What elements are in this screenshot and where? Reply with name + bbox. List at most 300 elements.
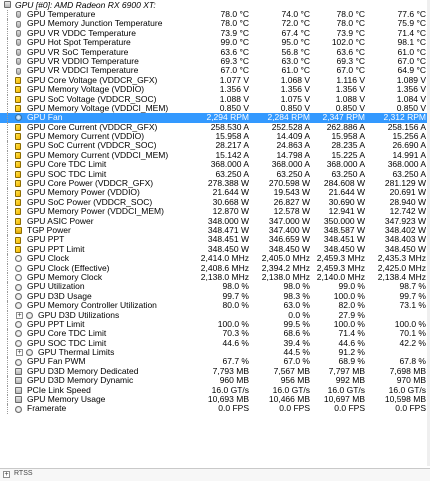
chip-icon — [15, 387, 22, 394]
chip-icon — [15, 377, 22, 384]
maximum-value: 73.9 °C — [336, 27, 365, 38]
current-value: 15.958 A — [215, 131, 249, 142]
maximum-value: 99.0 % — [338, 281, 365, 292]
clock-icon — [15, 265, 22, 272]
minimum-value: 2,138.0 MHz — [261, 271, 310, 282]
gauge-icon — [26, 312, 33, 319]
gauge-icon — [15, 284, 22, 291]
minimum-value: 26.827 W — [273, 196, 310, 207]
gpu-chip-icon — [4, 1, 11, 8]
current-value: 348.450 W — [207, 243, 249, 254]
maximum-value: 1.356 V — [335, 84, 365, 95]
maximum-value: 100.0 % — [333, 290, 365, 301]
tree-line — [3, 339, 12, 348]
sensor-label: GPU Memory Usage — [27, 394, 106, 405]
sensor-label: GPU Memory Current (VDDCI_MEM) — [27, 149, 169, 160]
minimum-value: 346.659 W — [268, 234, 310, 245]
maximum-value: 350.000 W — [323, 215, 365, 226]
tree-line — [3, 188, 12, 197]
average-value: 7,698 MB — [389, 365, 426, 376]
average-value: 61.0 °C — [397, 46, 426, 57]
minimum-value: 7,567 MB — [273, 365, 310, 376]
maximum-value: 68.9 % — [338, 356, 365, 367]
minimum-value: 24.863 A — [276, 140, 310, 151]
sensor-label: GPU Temperature — [27, 9, 96, 19]
current-value: 10,693 MB — [207, 394, 249, 405]
thermometer-icon — [16, 58, 21, 65]
thermometer-icon — [16, 30, 21, 37]
average-value: 42.2 % — [399, 337, 426, 348]
tree-line — [3, 113, 12, 122]
sensor-label: GPU Memory Current (VDDIO) — [27, 131, 145, 142]
minimum-value: 19.543 W — [273, 187, 310, 198]
maximum-value: 1.116 V — [336, 74, 365, 85]
current-value: 258.530 A — [210, 121, 249, 132]
minimum-value: 12.578 W — [273, 206, 310, 217]
minimum-value: 67.0 % — [283, 356, 310, 367]
lightning-bolt-icon — [15, 77, 21, 84]
sensor-label: GPU PPT — [27, 234, 65, 245]
maximum-value: 67.0 °C — [336, 65, 365, 76]
current-value: 368.000 A — [210, 159, 249, 170]
tree-line — [3, 19, 12, 28]
average-value: 348.402 W — [384, 224, 426, 235]
sensor-label: GPU D3D Usage — [27, 290, 92, 301]
gauge-icon — [15, 359, 22, 366]
sensor-label: GPU Memory Controller Utilization — [27, 300, 157, 311]
tree-line — [3, 301, 12, 310]
thermometer-icon — [16, 39, 21, 46]
average-value: 10,598 MB — [384, 394, 426, 405]
maximum-value: 2,459.3 MHz — [316, 262, 365, 273]
minimum-value: 61.0 °C — [281, 65, 310, 76]
current-value: 1.077 V — [219, 74, 249, 85]
average-value: 20.691 W — [389, 187, 426, 198]
tree-line — [3, 29, 12, 38]
tree-line — [3, 57, 12, 66]
lightning-bolt-icon — [15, 237, 21, 244]
lightning-bolt-icon — [15, 180, 21, 187]
maximum-value: 992 MB — [335, 375, 365, 386]
sensor-label: TGP Power — [27, 224, 71, 235]
sensor-label: GPU Clock — [27, 253, 70, 264]
lightning-bolt-icon — [15, 105, 21, 112]
minimum-value: 348.450 W — [268, 243, 310, 254]
minimum-value: 270.598 W — [268, 178, 310, 189]
tree-line — [3, 141, 12, 150]
current-value: 69.3 °C — [220, 55, 249, 66]
clock-icon — [15, 274, 22, 281]
sensor-label: GPU Core Current (VDDCR_GFX) — [27, 121, 158, 132]
current-value: 100.0 % — [217, 318, 249, 329]
tree-line — [3, 66, 12, 75]
maximum-value: 348.451 W — [323, 234, 365, 245]
minimum-value: 2,284 RPM — [267, 112, 310, 123]
sensor-label: GPU SoC Power (VDDCR_SOC) — [27, 196, 153, 207]
minimum-value: 72.0 °C — [281, 18, 310, 29]
lightning-bolt-icon — [15, 133, 21, 140]
tree-line — [3, 292, 12, 301]
current-value: 1.088 V — [219, 93, 249, 104]
next-group-label: RTSS — [14, 470, 33, 477]
current-value: 80.0 % — [222, 300, 249, 311]
sensor-label: GPU Core TDC Limit — [27, 159, 107, 170]
sensor-label: PCIe Link Speed — [27, 384, 91, 395]
average-value: 15.256 A — [392, 131, 426, 142]
current-value: 7,793 MB — [212, 365, 249, 376]
average-value: 70.1 % — [399, 328, 426, 339]
sensor-label: GPU Memory Power (VDDIO) — [27, 187, 140, 198]
sensor-label: GPU Fan — [27, 112, 63, 123]
minimum-value: 74.0 °C — [281, 9, 310, 19]
tree-line — [3, 404, 12, 413]
lightning-bolt-icon — [15, 161, 21, 168]
minimum-value: 0.0 FPS — [279, 403, 310, 414]
device-header-label: GPU [#0]: AMD Radeon RX 6900 XT: — [15, 0, 156, 10]
average-value: 12.742 W — [389, 206, 426, 217]
sensor-label: GPU Core Voltage (VDDCR_GFX) — [27, 74, 158, 85]
sensor-label: GPU Memory Clock — [27, 271, 103, 282]
fan-icon — [15, 114, 22, 121]
maximum-value: 28.235 A — [331, 140, 365, 151]
maximum-value: 91.2 % — [338, 347, 365, 358]
maximum-value: 348.450 W — [323, 243, 365, 254]
minimum-value: 14.409 A — [276, 131, 310, 142]
maximum-value: 10,697 MB — [323, 394, 365, 405]
average-value: 2,312 RPM — [383, 112, 426, 123]
maximum-value: 368.000 A — [326, 159, 365, 170]
sensor-label: GPU VR VDDIO Temperature — [27, 55, 139, 66]
minimum-value: 63.250 A — [276, 168, 310, 179]
sensor-label: GPU PPT Limit — [27, 318, 85, 329]
gauge-icon — [15, 293, 22, 300]
tree-line — [3, 95, 12, 104]
current-value: 960 MB — [219, 375, 249, 386]
next-group-row[interactable] — [0, 468, 430, 481]
sensor-label: GPU VR SoC Temperature — [27, 46, 129, 57]
sensor-label: GPU Core Power (VDDCR_GFX) — [27, 178, 154, 189]
sensor-label: GPU PPT Limit — [27, 243, 85, 254]
tree-line — [3, 254, 12, 263]
current-value: 1.356 V — [219, 84, 249, 95]
minimum-value: 0.0 % — [288, 309, 310, 320]
average-value: 64.9 °C — [397, 65, 426, 76]
sensor-label: GPU Core TDC Limit — [27, 328, 107, 339]
average-value: 258.156 A — [387, 121, 426, 132]
clock-icon — [15, 255, 22, 262]
minimum-value: 956 MB — [280, 375, 310, 386]
current-value: 44.6 % — [222, 337, 249, 348]
tree-line — [3, 207, 12, 216]
lightning-bolt-icon — [15, 143, 21, 150]
average-value: 73.1 % — [399, 300, 426, 311]
minimum-value: 63.0 % — [283, 300, 310, 311]
maximum-value: 30.690 W — [328, 196, 365, 207]
average-value: 970 MB — [396, 375, 426, 386]
tree-line — [3, 395, 12, 404]
sensor-label: GPU Memory Voltage (VDDIO) — [27, 84, 145, 95]
maximum-value: 21.644 W — [328, 187, 365, 198]
maximum-value: 348.587 W — [323, 224, 365, 235]
average-value: 100.0 % — [394, 318, 426, 329]
gauge-icon — [15, 321, 22, 328]
sensor-label: GPU Memory Junction Temperature — [27, 18, 163, 29]
tree-line — [3, 357, 12, 366]
maximum-value: 102.0 °C — [331, 37, 365, 48]
tree-line — [3, 226, 12, 235]
gauge-icon — [15, 330, 22, 337]
thermometer-icon — [16, 68, 21, 75]
sensor-label: GPU Fan PWM — [27, 356, 86, 367]
tree-line — [3, 311, 12, 320]
sensor-label: GPU SoC Voltage (VDDCR_SOC) — [27, 93, 157, 104]
current-value: 12.870 W — [212, 206, 249, 217]
tree-line — [3, 123, 12, 132]
lightning-bolt-icon — [15, 199, 21, 206]
gauge-icon — [15, 406, 22, 413]
current-value: 348.451 W — [207, 234, 249, 245]
maximum-value: 15.958 A — [331, 131, 365, 142]
maximum-value: 100.0 % — [333, 318, 365, 329]
tree-line — [3, 85, 12, 94]
sensor-label: GPU SoC Current (VDDCR_SOC) — [27, 140, 157, 151]
minimum-value: 2,394.2 MHz — [261, 262, 310, 273]
expand-collapse-icon[interactable]: + — [17, 349, 22, 357]
minimum-value: 98.0 % — [283, 281, 310, 292]
average-value: 348.403 W — [384, 234, 426, 245]
current-value: 2,414.0 MHz — [200, 253, 249, 264]
minimum-value: 368.000 A — [271, 159, 310, 170]
average-value: 2,435.3 MHz — [377, 253, 426, 264]
maximum-value: 82.0 % — [338, 300, 365, 311]
average-value: 28.940 W — [389, 196, 426, 207]
lightning-bolt-icon — [15, 86, 21, 93]
gauge-icon — [15, 302, 22, 309]
lightning-bolt-icon — [15, 190, 21, 197]
thermometer-icon — [16, 49, 21, 56]
tree-line — [3, 282, 12, 291]
sensor-label: Framerate — [27, 403, 67, 414]
maximum-value: 27.9 % — [338, 309, 365, 320]
current-value: 2,138.0 MHz — [200, 271, 249, 282]
average-value: 1.356 V — [396, 84, 426, 95]
lightning-bolt-icon — [15, 171, 21, 178]
tree-line — [3, 160, 12, 169]
minimum-value: 95.0 °C — [281, 37, 310, 48]
maximum-value: 12.941 W — [328, 206, 365, 217]
minimum-value: 63.0 °C — [281, 55, 310, 66]
maximum-value: 78.0 °C — [336, 9, 365, 19]
current-value: 78.0 °C — [220, 18, 249, 29]
minimum-value: 347.000 W — [268, 215, 310, 226]
average-value: 281.129 W — [384, 178, 426, 189]
average-value: 98.1 °C — [397, 37, 426, 48]
current-value: 99.0 °C — [220, 37, 249, 48]
average-value: 67.8 % — [399, 356, 426, 367]
maximum-value: 262.886 A — [326, 121, 365, 132]
current-value: 348.000 W — [207, 215, 249, 226]
minimum-value: 2,405.0 MHz — [261, 253, 310, 264]
average-value: 348.450 W — [384, 243, 426, 254]
minimum-value: 1.075 V — [280, 93, 310, 104]
average-value: 67.0 °C — [397, 55, 426, 66]
maximum-value: 16.0 GT/s — [327, 384, 365, 395]
lightning-bolt-icon — [15, 218, 21, 225]
maximum-value: 2,459.3 MHz — [316, 253, 365, 264]
minimum-value: 252.528 A — [271, 121, 310, 132]
current-value: 278.388 W — [207, 178, 249, 189]
tree-line — [3, 376, 12, 385]
sensor-label: GPU D3D Memory Dynamic — [27, 375, 134, 386]
minimum-value: 39.4 % — [283, 337, 310, 348]
chip-icon — [15, 396, 22, 403]
sensor-label: GPU Memory Power (VDDCI_MEM) — [27, 206, 164, 217]
maximum-value: 78.0 °C — [336, 18, 365, 29]
maximum-value: 1.088 V — [335, 93, 365, 104]
maximum-value: 7,797 MB — [328, 365, 365, 376]
maximum-value: 2,140.0 MHz — [316, 271, 365, 282]
minimum-value: 56.8 °C — [281, 46, 310, 57]
tree-line — [3, 104, 12, 113]
chip-icon — [15, 368, 22, 375]
average-value: 368.000 A — [387, 159, 426, 170]
thermometer-icon — [16, 11, 21, 18]
tree-line — [3, 320, 12, 329]
tree-line — [3, 179, 12, 188]
tree-line — [3, 217, 12, 226]
expand-collapse-icon[interactable]: + — [17, 311, 22, 319]
average-value: 98.7 % — [399, 281, 426, 292]
sensor-label: GPU Memory Voltage (VDDCI_MEM) — [27, 102, 169, 113]
maximum-value: 63.6 °C — [336, 46, 365, 57]
sensor-label: GPU Hot Spot Temperature — [27, 37, 131, 48]
sensor-label: GPU VR VDDC Temperature — [27, 27, 136, 38]
sensor-label: GPU ASIC Power — [27, 215, 94, 226]
sensor-label: GPU VR VDDCI Temperature — [27, 65, 139, 76]
average-value: 347.923 W — [384, 215, 426, 226]
tree-line — [3, 348, 12, 357]
tree-line — [3, 329, 12, 338]
current-value: 30.668 W — [212, 196, 249, 207]
average-value: 1.089 V — [396, 74, 426, 85]
current-value: 28.217 A — [215, 140, 249, 151]
average-value: 63.250 A — [392, 168, 426, 179]
lightning-bolt-icon — [15, 208, 21, 215]
minimum-value: 347.400 W — [268, 224, 310, 235]
maximum-value: 44.6 % — [338, 337, 365, 348]
tree-line — [3, 132, 12, 141]
sensor-label: GPU SOC TDC Limit — [27, 337, 107, 348]
current-value: 348.471 W — [207, 224, 249, 235]
expand-collapse-icon[interactable]: + — [4, 471, 9, 478]
maximum-value: 2,347 RPM — [322, 112, 365, 123]
sensor-row[interactable] — [0, 404, 430, 413]
minimum-value: 14.798 A — [276, 149, 310, 160]
current-value: 99.7 % — [222, 290, 249, 301]
thermometer-icon — [16, 21, 21, 28]
maximum-value: 0.850 V — [335, 102, 365, 113]
tree-line — [3, 151, 12, 160]
tree-line — [3, 245, 12, 254]
average-value: 0.0 FPS — [395, 403, 426, 414]
tree-line — [3, 198, 12, 207]
tree-line — [3, 235, 12, 244]
tree-line — [3, 264, 12, 273]
maximum-value: 71.4 % — [338, 328, 365, 339]
maximum-value: 63.250 A — [331, 168, 365, 179]
minimum-value: 44.5 % — [283, 347, 310, 358]
average-value: 14.991 A — [392, 149, 426, 160]
maximum-value: 284.608 W — [323, 178, 365, 189]
gauge-icon — [15, 340, 22, 347]
current-value: 73.9 °C — [220, 27, 249, 38]
average-value: 75.9 °C — [397, 18, 426, 29]
lightning-bolt-icon — [15, 124, 21, 131]
current-value: 70.3 % — [222, 328, 249, 339]
average-value: 2,425.0 MHz — [377, 262, 426, 273]
current-value: 67.7 % — [222, 356, 249, 367]
current-value: 0.850 V — [219, 102, 249, 113]
minimum-value: 99.5 % — [283, 318, 310, 329]
average-value: 77.6 °C — [397, 9, 426, 19]
average-value: 26.690 A — [392, 140, 426, 151]
current-value: 98.0 % — [222, 281, 249, 292]
sensor-label: GPU Thermal Limits — [38, 347, 115, 358]
sensor-label: GPU Utilization — [27, 281, 85, 292]
average-value: 71.4 °C — [397, 27, 426, 38]
current-value: 63.250 A — [215, 168, 249, 179]
power-icon — [15, 227, 22, 234]
current-value: 0.0 FPS — [218, 403, 249, 414]
tree-line — [3, 273, 12, 282]
lightning-bolt-icon — [15, 152, 21, 159]
average-value: 16.0 GT/s — [388, 384, 426, 395]
tree-line — [3, 10, 12, 19]
minimum-value: 10,466 MB — [268, 394, 310, 405]
current-value: 67.0 °C — [220, 65, 249, 76]
average-value: 1.084 V — [396, 93, 426, 104]
tree-line — [3, 386, 12, 395]
sensor-label: GPU Clock (Effective) — [27, 262, 110, 273]
tree-line — [3, 170, 12, 179]
minimum-value: 98.3 % — [283, 290, 310, 301]
sensor-label: GPU D3D Memory Dedicated — [27, 365, 139, 376]
lightning-bolt-icon — [15, 246, 21, 253]
average-value: 99.7 % — [399, 290, 426, 301]
minimum-value: 16.0 GT/s — [272, 384, 310, 395]
minimum-value: 68.6 % — [283, 328, 310, 339]
current-value: 21.644 W — [212, 187, 249, 198]
tree-line — [3, 48, 12, 57]
average-value: 0.850 V — [396, 102, 426, 113]
minimum-value: 1.356 V — [280, 84, 310, 95]
tree-line — [3, 38, 12, 47]
current-value: 63.6 °C — [220, 46, 249, 57]
minimum-value: 67.4 °C — [281, 27, 310, 38]
minimum-value: 1.068 V — [280, 74, 310, 85]
minimum-value: 0.850 V — [280, 102, 310, 113]
maximum-value: 69.3 °C — [336, 55, 365, 66]
sensor-label: GPU SOC TDC Limit — [27, 168, 107, 179]
tree-line — [3, 367, 12, 376]
lightning-bolt-icon — [15, 96, 21, 103]
gauge-icon — [26, 349, 33, 356]
current-value: 16.0 GT/s — [211, 384, 249, 395]
maximum-value: 15.225 A — [331, 149, 365, 160]
current-value: 2,294 RPM — [206, 112, 249, 123]
tree-line — [3, 76, 12, 85]
current-value: 2,408.6 MHz — [200, 262, 249, 273]
